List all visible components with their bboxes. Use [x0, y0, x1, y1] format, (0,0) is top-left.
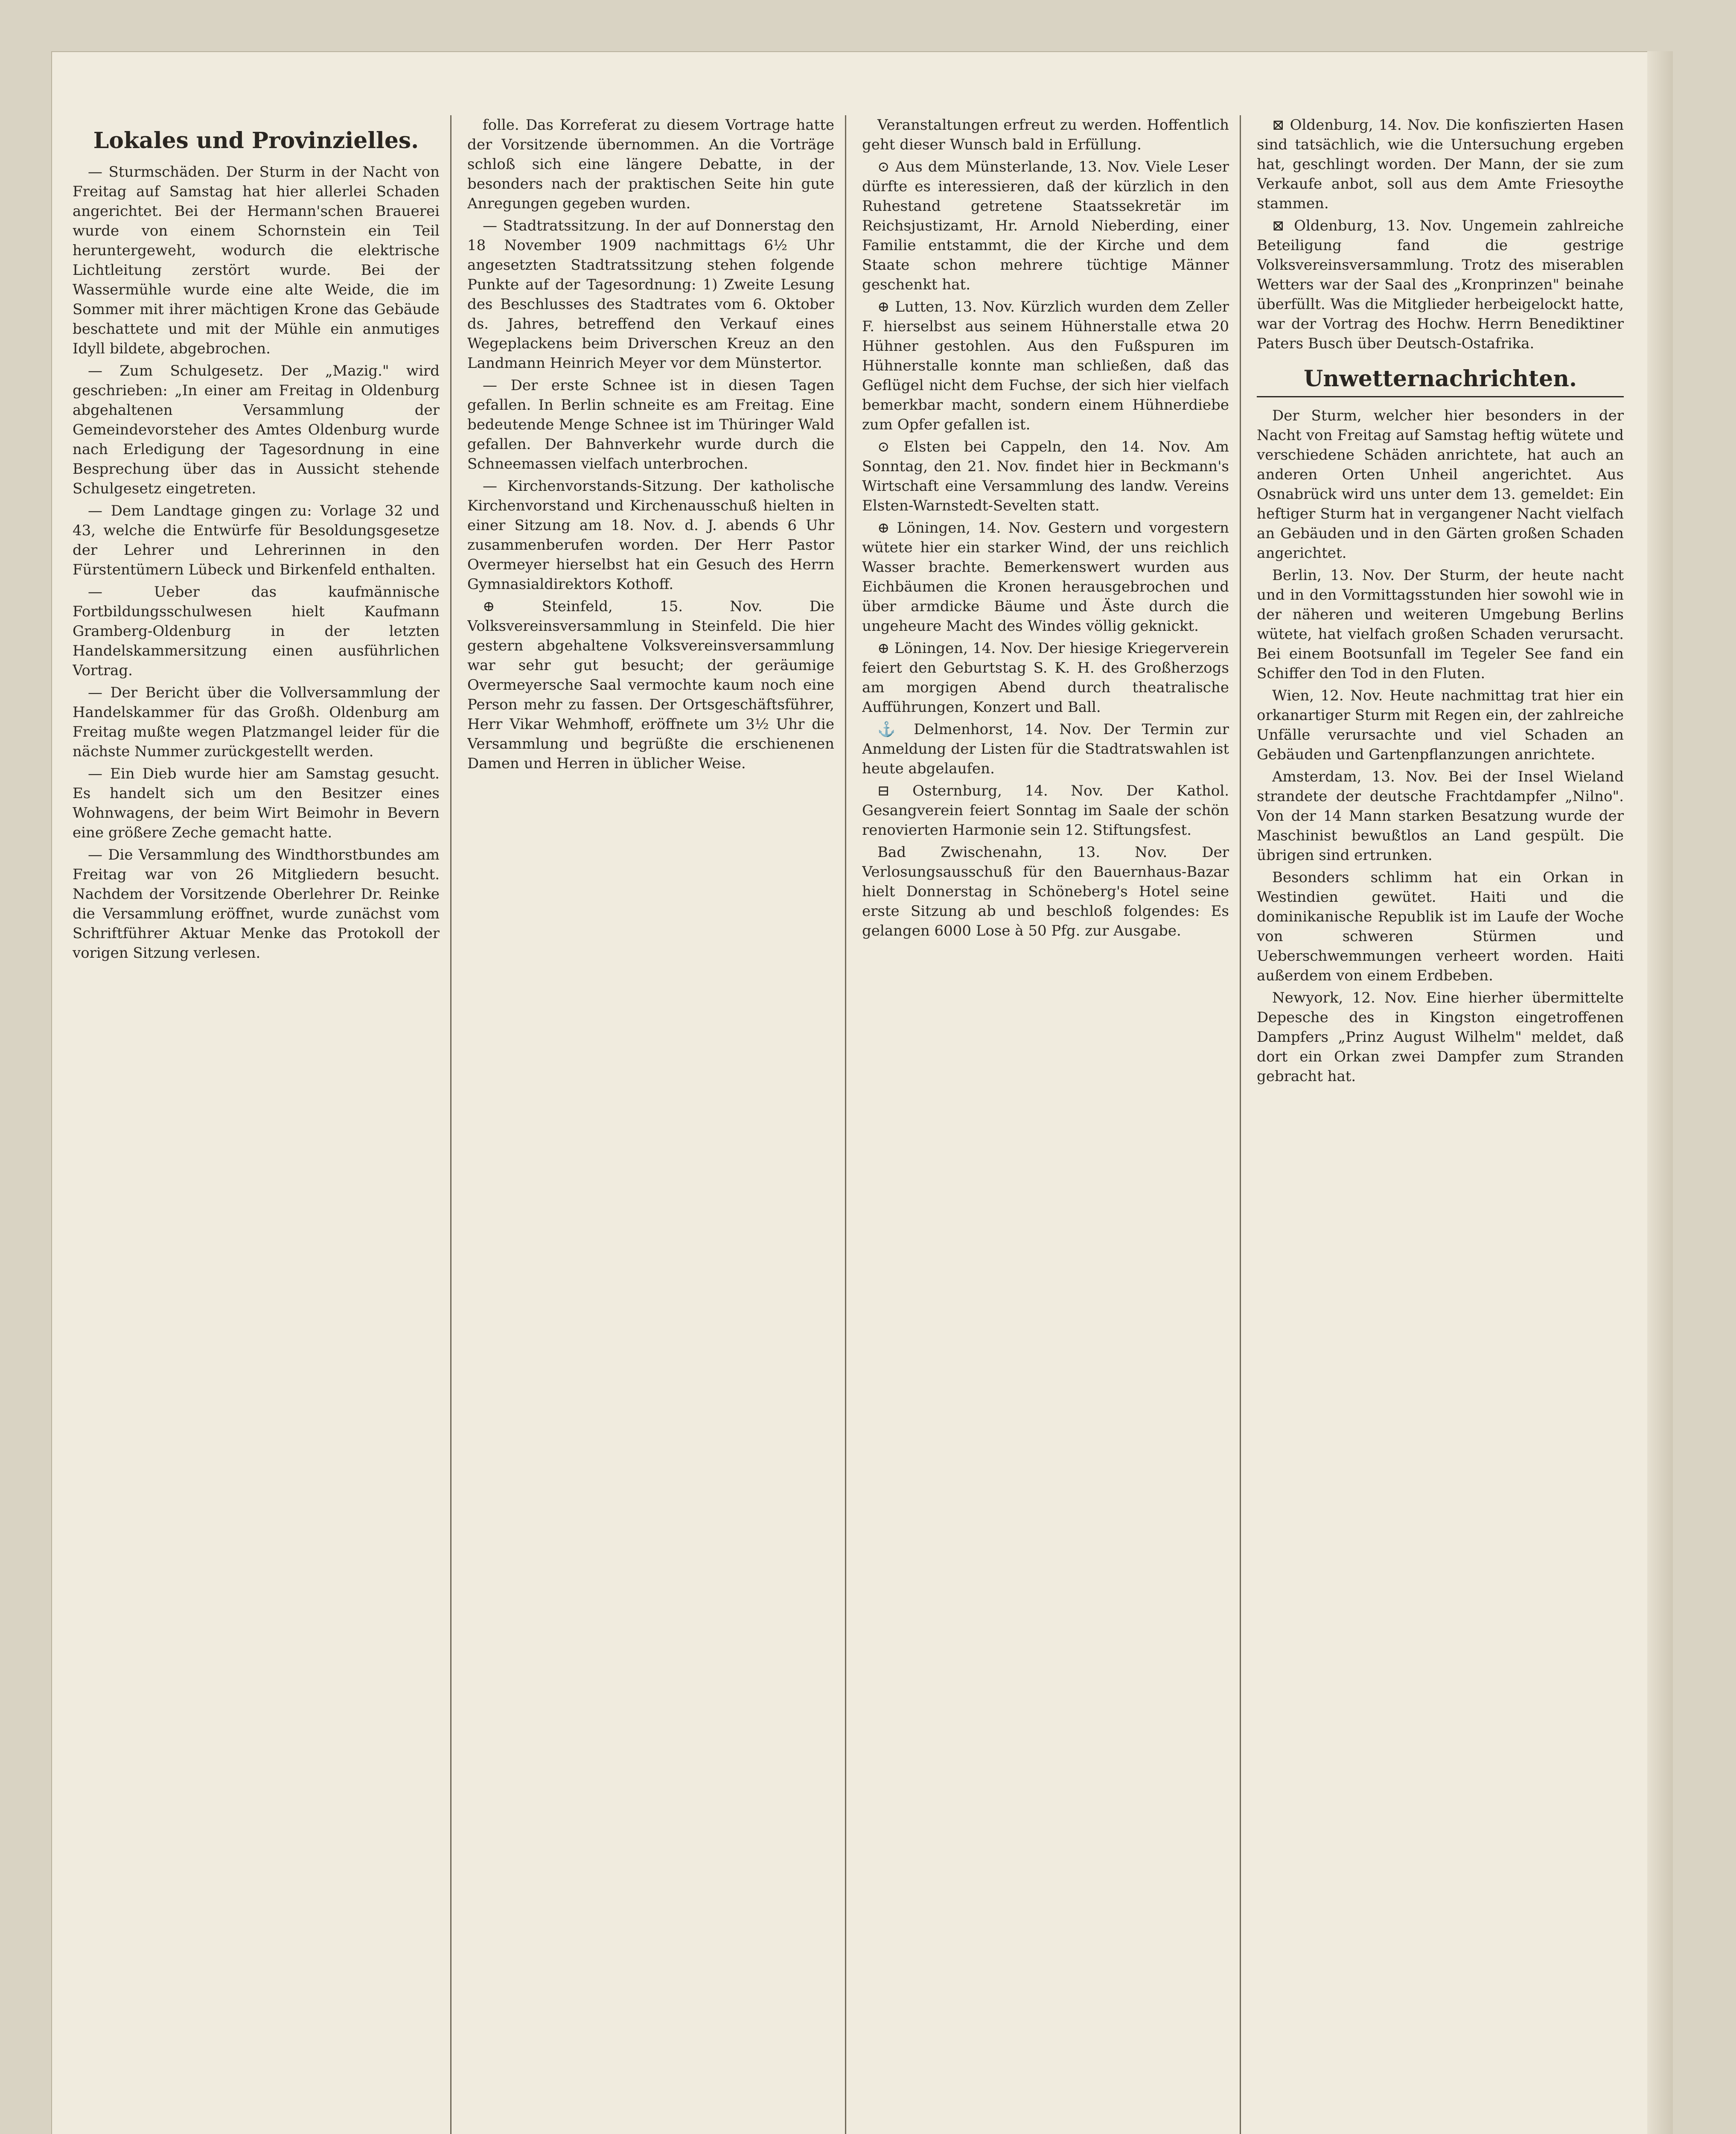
article-paragraph: folle. Das Korreferat zu diesem Vortrage hatte der Vorsitzende übernommen. An die Vorträge schloß sich eine längere Debatte, in der besonders nach der praktischen Seite hin gute Anregungen gegeben wurden. [467, 117, 834, 212]
article-paragraph: Amsterdam, 13. Nov. Bei der Insel Wieland strandete der deutsche Frachtdampfer „Nilno". Von der 14 Mann starken Besatzung wurde der Maschinist bewußtlos an Land gespült. Die übrigen sind ertrunken. [1257, 768, 1624, 864]
column-divider [1240, 115, 1241, 2134]
article-paragraph: — Kirchenvorstands-Sitzung. Der katholische Kirchenvorstand und Kirchenausschuß hielten in einer Sitzung am 18. Nov. d. J. abends 6 Uhr zusammenberufen worden. Der Herr Pastor Overmeyer hierselbst hat ein Gesuch des Herrn Gymnasialdirektors Kothoff. [467, 478, 834, 593]
article-paragraph: — Ein Dieb wurde hier am Samstag gesucht. Es handelt sich um den Besitzer eines Wohnwagens, der beim Wirt Beimohr in Bevern eine größere Zeche gemacht hatte. [73, 765, 440, 841]
article-paragraph: — Der Bericht über die Vollversammlung der Handelskammer für das Großh. Oldenburg am Freitag mußte wegen Platzmangel leider für die nächste Nummer zurückgestellt werden. [73, 684, 440, 760]
section-title-lokales: Lokales und Provinzielles. [93, 128, 419, 154]
article-paragraph: — Dem Landtage gingen zu: Vorlage 32 und 43, welche die Entwürfe für Besoldungsgesetze der Lehrer und Lehrerinnen in den Fürstentümern Lübeck und Birkenfeld enthalten. [73, 502, 440, 578]
column-3 [862, 115, 1229, 2134]
column-divider [845, 115, 846, 2134]
section-title-unwetter: Unwetternachrichten. [1257, 366, 1624, 397]
article-paragraph: Wien, 12. Nov. Heute nachmittag trat hier ein orkanartiger Sturm mit Regen ein, der zahlreiche Unfälle verursachte und viel Schaden an Gebäuden und Gartenpflanzungen anrichtete. [1257, 687, 1624, 763]
article-paragraph: ⊕ Lutten, 13. Nov. Kürzlich wurden dem Zeller F. hierselbst aus seinem Hühnerstalle etwa 20 Hühner gestohlen. Aus den Fußspuren im Hühnerstalle konnte man schließen, daß das Geflügel nicht dem Fuchse, der sich hier vielfach bemerkbar macht, sondern einem Hühnerdiebe zum Opfer gefallen ist. [862, 298, 1229, 433]
article-paragraph: ⊕ Löningen, 14. Nov. Gestern und vorgestern wütete hier ein starker Wind, der uns reichlich Wasser brachte. Bemerkenswert wurden aus Eichbäumen die Kronen herausgebrochen und über armdicke Bäume und Äste durch die ungeheure Macht des Windes völlig geknickt. [862, 519, 1229, 635]
article-paragraph: Berlin, 13. Nov. Der Sturm, der heute nacht und in den Vormittagsstunden hier sowohl wie in der näheren und weiteren Umgebung Berlins wütete, hat vielfach großen Schaden verursacht. Bei einem Bootsunfall im Tegeler See fand ein Schiffer den Tod in den Fluten. [1257, 567, 1624, 682]
column-4 [1257, 115, 1624, 2134]
article-paragraph: — Stadtratssitzung. In der auf Donnerstag den 18 November 1909 nachmittags 6½ Uhr angesetzten Stadtratssitzung stehen folgende Punkte auf der Tagesordnung: 1) Zweite Lesung des Beschlusses des Stadtrates vom 6. Oktober ds. Jahres, betreffend den Verkauf eines Wegeplackens beim Driverschen Kreuz an den Landmann Heinrich Meyer vor dem Münstertor. [467, 217, 834, 372]
article-paragraph: — Zum Schulgesetz. Der „Mazig." wird geschrieben: „In einer am Freitag in Oldenburg abgehaltenen Versammlung der Gemeindevorsteher des Amtes Oldenburg wurde nach Erledigung der Tagesordnung in eine Besprechung über das in Aussicht stehende Schulgesetz eingetreten. [73, 362, 440, 497]
article-paragraph: Newyork, 12. Nov. Eine hierher übermittelte Depesche des in Kingston eingetroffenen Dampfers „Prinz August Wilhelm" meldet, daß dort ein Orkan zwei Dampfer zum Stranden gebracht hat. [1257, 989, 1624, 1085]
column-divider [450, 115, 451, 2134]
newspaper-page [51, 51, 1673, 2134]
article-paragraph: ⊟ Osternburg, 14. Nov. Der Kathol. Gesangverein feiert Sonntag im Saale der schön renovierten Harmonie sein 12. Stiftungsfest. [862, 782, 1229, 839]
article-paragraph: — Die Versammlung des Windthorstbundes am Freitag war von 26 Mitgliedern besucht. Nachdem der Vorsitzende Oberlehrer Dr. Reinke die Versammlung eröffnet, wurde zunächst vom Schriftführer Aktuar Menke das Protokoll der vorigen Sitzung verlesen. [73, 846, 440, 962]
column-2 [467, 115, 834, 2134]
page-edge [1647, 51, 1673, 2134]
article-paragraph: ⊠ Oldenburg, 13. Nov. Ungemein zahlreiche Beteiligung fand die gestrige Volksvereinsversammlung. Trotz des miserablen Wetters war der Saal des „Kronprinzen" beinahe überfüllt. Was die Mitglieder herbeigelockt hatte, war der Vortrag des Hochw. Herrn Benediktiner Paters Busch über Deutsch-Ostafrika. [1257, 217, 1624, 352]
article-paragraph: ⚓ Delmenhorst, 14. Nov. Der Termin zur Anmeldung der Listen für die Stadtratswahlen ist heute abgelaufen. [862, 721, 1229, 777]
article-paragraph: Besonders schlimm hat ein Orkan in Westindien gewütet. Haiti und die dominikanische Republik ist im Laufe der Woche von schweren Stürmen und Ueberschwemmungen verheert worden. Haiti außerdem von einem Erdbeben. [1257, 869, 1624, 984]
article-paragraph: — Sturmschäden. Der Sturm in der Nacht von Freitag auf Samstag hat hier allerlei Schaden angerichtet. Bei der Hermann'schen Brauerei wurde von einem Schornstein ein Teil heruntergeweht, wodurch die elektrische Lichtleitung zerstört wurde. Bei der Wassermühle wurde eine alte Weide, die im Sommer mit ihrer mächtigen Krone das Gebäude beschattete und mit der Mühle ein anmutiges Idyll bildete, abgebrochen. [73, 163, 440, 357]
article-paragraph: ⊙ Aus dem Münsterlande, 13. Nov. Viele Leser dürfte es interessieren, daß der kürzlich in den Ruhestand getretene Staatssekretär im Reichsjustizamt, Hr. Arnold Nieberding, einer Familie entstammt, die der Kirche und dem Staate schon mehrere tüchtige Männer geschenkt hat. [862, 158, 1229, 293]
article-paragraph: Veranstaltungen erfreut zu werden. Hoffentlich geht dieser Wunsch bald in Erfüllung. [862, 117, 1229, 153]
article-paragraph: Bad Zwischenahn, 13. Nov. Der Verlosungsausschuß für den Bauernhaus-Bazar hielt Donnerstag in Schöneberg's Hotel seine erste Sitzung ab und beschloß folgendes: Es gelangen 6000 Lose à 50 Pfg. zur Ausgabe. [862, 844, 1229, 939]
article-paragraph: — Ueber das kaufmännische Fortbildungsschulwesen hielt Kaufmann Gramberg-Oldenburg in der letzten Handelskammersitzung einen ausführlichen Vortrag. [73, 583, 440, 679]
article-paragraph: ⊙ Elsten bei Cappeln, den 14. Nov. Am Sonntag, den 21. Nov. findet hier in Beckmann's Wirtschaft eine Versammlung des landw. Vereins Elsten-Warnstedt-Sevelten statt. [862, 438, 1229, 514]
article-paragraph: ⊕ Löningen, 14. Nov. Der hiesige Kriegerverein feiert den Geburtstag S. K. H. des Großherzogs am morgigen Abend durch theatralische Aufführungen, Konzert und Ball. [862, 640, 1229, 716]
article-paragraph: — Der erste Schnee ist in diesen Tagen gefallen. In Berlin schneite es am Freitag. Eine bedeutende Menge Schnee ist im Thüringer Wald gefallen. Der Bahnverkehr wurde durch die Schneemassen vielfach unterbrochen. [467, 377, 834, 472]
column-1 [73, 115, 440, 2134]
article-paragraph: Der Sturm, welcher hier besonders in der Nacht von Freitag auf Samstag heftig wütete und verschiedene Schäden anrichtete, hat auch an anderen Orten Unheil angerichtet. Aus Osnabrück wird uns unter dem 13. gemeldet: Ein heftiger Sturm hat in vergangener Nacht vielfach an Gebäuden und in den Gärten großen Schaden angerichtet. [1257, 407, 1624, 562]
article-paragraph: ⊕ Steinfeld, 15. Nov. Die Volksvereinsversammlung in Steinfeld. Die hier gestern abgehaltene Volksvereinsversammlung war sehr gut besucht; der geräumige Overmeyersche Saal vermochte kaum noch eine Person mehr zu fassen. Der Ortsgeschäftsführer, Herr Vikar Wehmhoff, eröffnete um 3½ Uhr die Versammlung und begrüßte die erschienenen Damen und Herren in üblicher Weise. [467, 598, 834, 772]
article-paragraph: ⊠ Oldenburg, 14. Nov. Die konfiszierten Hasen sind tatsächlich, wie die Untersuchung ergeben hat, geschlingt worden. Der Mann, der sie zum Verkaufe anbot, soll aus dem Amte Friesoythe stammen. [1257, 117, 1624, 212]
